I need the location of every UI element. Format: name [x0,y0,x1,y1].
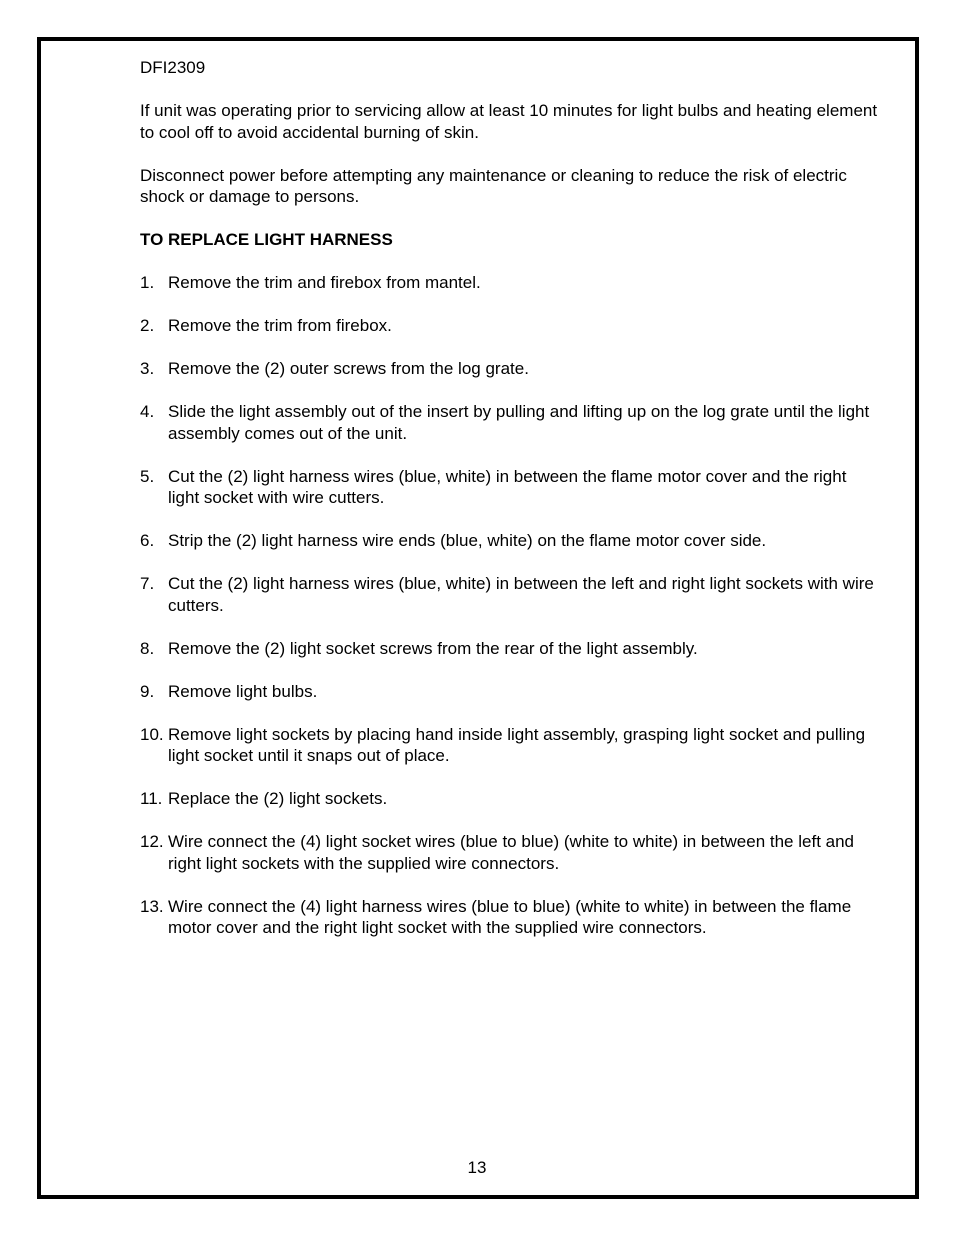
warning-disconnect-power: Disconnect power before attempting any maintenance or cleaning to reduce the risk of electric shock or damage to persons. [140,165,847,206]
step-text: Replace the (2) light sockets. [168,789,388,808]
list-item [140,724,880,767]
step-number: 6. [140,531,155,550]
step-number: 10. [140,724,164,744]
step-text: Wire connect the (4) light harness wires (blue to blue) (white to white) in between the flame motor cover and the right light socket with the supplied wire connectors. [168,896,852,937]
page-content [140,57,880,960]
list-item [140,573,880,616]
list-item [140,272,880,294]
step-text: Wire connect the (4) light socket wires (blue to blue) (white to white) in between the left and right light sockets with the supplied wire connectors. [168,832,855,873]
list-item [140,358,880,380]
step-text: Remove the (2) outer screws from the log grate. [168,359,529,378]
step-text: Remove the (2) light socket screws from the rear of the light assembly. [168,638,698,658]
step-number: 1. [140,273,155,292]
step-number: 3. [140,359,155,378]
page-number: 13 [467,1158,487,1177]
step-text: Slide the light assembly out of the insert by pulling and lifting up on the log grate until the light assembly comes out of the unit. [168,402,870,443]
step-number: 8. [140,638,155,658]
step-text: Remove the trim from firebox. [168,316,392,335]
section-heading: TO REPLACE LIGHT HARNESS [140,230,393,249]
step-number: 5. [140,466,155,486]
step-number: 12. [140,832,164,851]
step-text: Remove light sockets by placing hand inside light assembly, grasping light socket and pulling light socket until it snaps out of place. [168,724,866,765]
list-item [140,788,880,810]
step-number: 11. [140,789,163,808]
warning-cool-off: If unit was operating prior to servicing allow at least 10 minutes for light bulbs and heating element to cool off to avoid accidental burning of skin. [140,101,878,142]
steps-list [140,272,880,939]
list-item [140,896,880,939]
list-item [140,831,880,874]
list-item [140,681,880,703]
step-number: 9. [140,681,155,701]
list-item [140,401,880,444]
list-item [140,315,880,337]
step-text: Remove light bulbs. [168,681,318,701]
list-item [140,466,880,509]
model-number: DFI2309 [140,58,206,77]
step-text: Remove the trim and firebox from mantel. [168,273,481,292]
step-text: Cut the (2) light harness wires (blue, white) in between the flame motor cover and the right light socket with wire cutters. [168,466,847,507]
step-number: 2. [140,316,155,335]
step-number: 7. [140,574,155,593]
step-number: 4. [140,402,155,421]
step-text: Cut the (2) light harness wires (blue, white) in between the left and right light sockets with wire cutters. [168,574,874,615]
step-number: 13. [140,896,164,916]
list-item [140,530,880,552]
step-text: Strip the (2) light harness wire ends (blue, white) on the flame motor cover side. [168,531,767,550]
list-item [140,638,880,660]
